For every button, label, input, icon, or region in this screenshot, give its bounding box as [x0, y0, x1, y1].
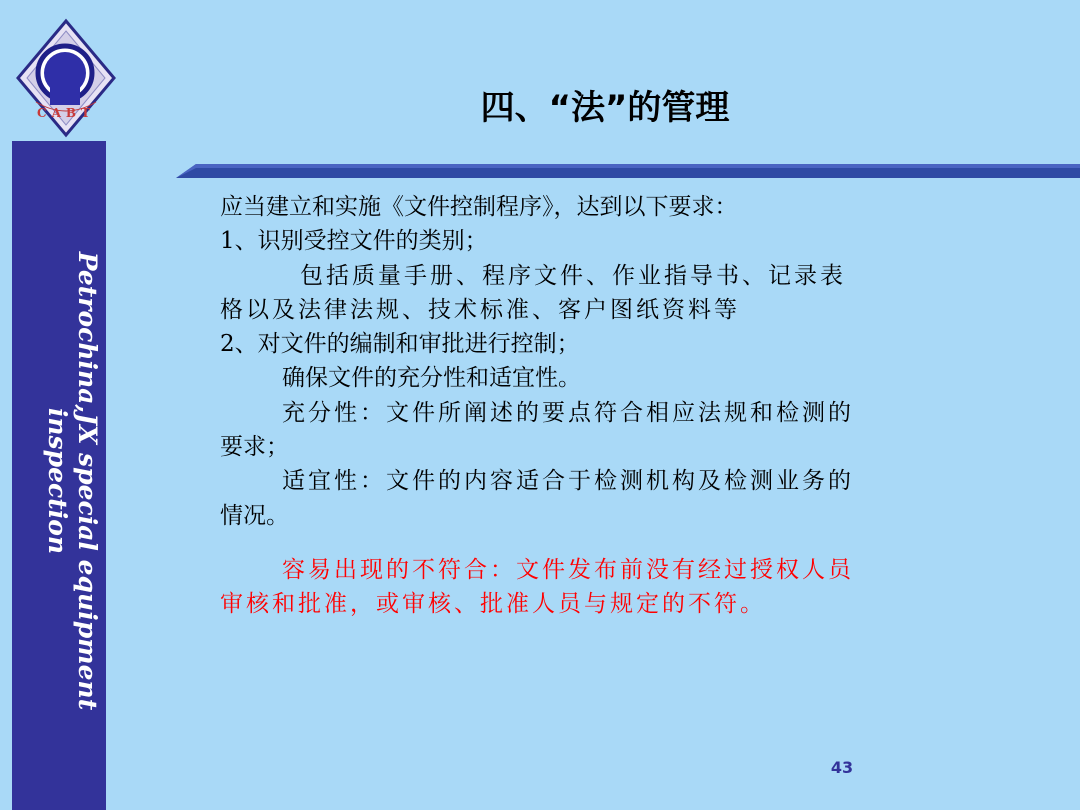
logo-text: CABT: [37, 106, 95, 120]
body-line: 充分性：文件所阐述的要点符合相应法规和检测的: [282, 399, 854, 426]
slide-title: 四、“法”的管理: [480, 88, 730, 128]
body-line: 2、对文件的编制和审批进行控制；: [220, 331, 580, 358]
body-line: 情况。: [220, 502, 289, 529]
title-underline: [176, 164, 1080, 178]
body-line: 1、识别受控文件的类别；: [220, 228, 488, 255]
body-line: 格以及法律法规、技术标准、客户图纸资料等: [220, 296, 740, 323]
sidebar-label: [18, 201, 102, 761]
sidebar-text: Petrochina,JX special equipment inspection: [43, 251, 102, 711]
body-line: 包括质量手册、程序文件、作业指导书、记录表: [300, 262, 846, 289]
body-line: 适宜性：文件的内容适合于检测机构及检测业务的: [282, 468, 854, 495]
nonconformity-line: 容易出现的不符合：文件发布前没有经过授权人员: [282, 556, 854, 583]
body-line: 应当建立和实施《文件控制程序》，达到以下要求：: [220, 194, 738, 220]
slide-body: [220, 190, 950, 622]
cabt-logo-icon: [14, 18, 118, 138]
spacer: [220, 533, 950, 553]
body-line: 要求；: [220, 434, 289, 461]
nonconformity-line: 审核和批准，或审核、批准人员与规定的不符。: [220, 591, 766, 618]
body-line: 确保文件的充分性和适宜性。: [282, 365, 581, 392]
page-number: 43: [830, 758, 854, 777]
